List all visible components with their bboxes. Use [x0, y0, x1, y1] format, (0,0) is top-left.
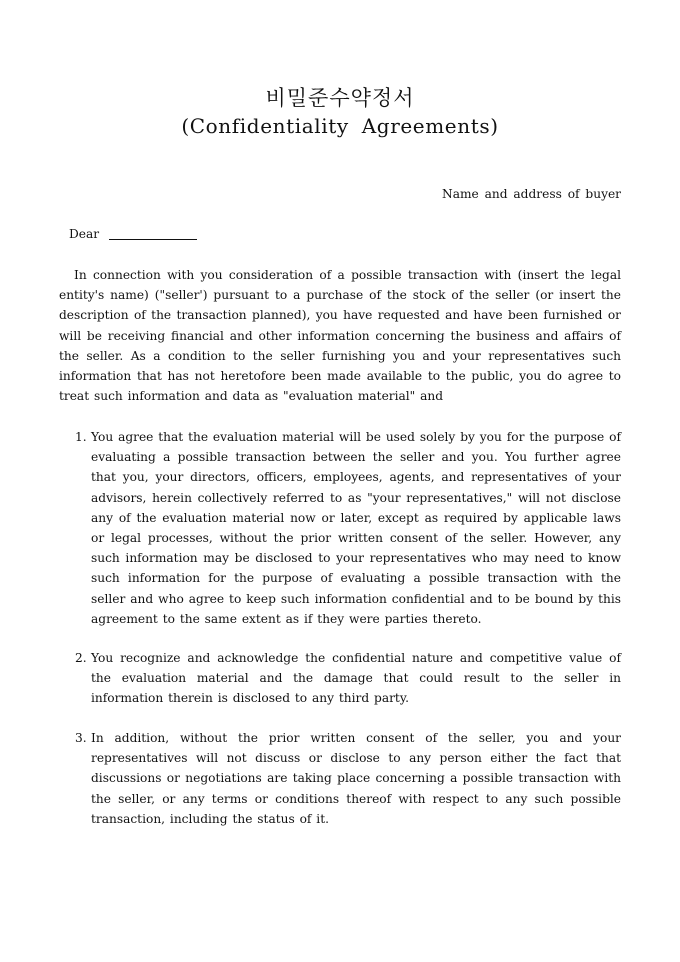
clause-item — [75, 728, 621, 829]
clause-item — [75, 648, 621, 709]
clause-number: 2. — [75, 651, 87, 665]
clause-number: 3. — [75, 731, 87, 745]
intro-paragraph: In connection with you consideration of a possible transaction with (insert the legal entity's name) ("seller') pursuant to a purchase of the stock of the seller (or insert the description of the transaction planned), you have requested and have been furnished or will be receiving financial and other information concerning the business and affairs of the seller. As a condition to the seller furnishing you and your representatives such information that has not heretofore been made available to the public, you do agree to treat such information and data as "evaluation material" and — [59, 268, 621, 404]
buyer-name-address-label: Name and address of buyer — [442, 187, 621, 201]
clause-item — [75, 427, 621, 629]
recipient-blank-line — [109, 227, 197, 240]
salutation-text: Dear — [69, 227, 100, 241]
clause-text: You recognize and acknowledge the confidential nature and competitive value of the evaluation material and the damage that could result to the seller in information therein is disclosed to any third party. — [91, 651, 621, 706]
clause-text: In addition, without the prior written consent of the seller, you and your representatives will not discuss or disclose to any person either the fact that discussions or negotiations are taking place concerning a possible transaction with the seller, or any terms or conditions thereof with respect to any such possible transaction, including the status of it. — [91, 731, 621, 826]
clause-text: You agree that the evaluation material will be used solely by you for the purpose of evaluating a possible transaction between the seller and you. You further agree that you, your directors, officers, employees, agents, and representatives of your advisors, herein collectively referred to as "your representatives," will not disclose any of the evaluation material now or later, except as required by applicable laws or legal processes, without the prior written consent of the seller. However, any such information may be disclosed to your representatives who may need to know such information for the purpose of evaluating a possible transaction with the seller and who agree to keep such information confidential and to be bound by this agreement to the same extent as if they were parties thereto. — [91, 430, 621, 626]
title-english: (Confidentiality Agreements) — [181, 114, 499, 138]
clause-number: 1. — [75, 430, 87, 444]
title-korean: 비밀준수약정서 — [265, 86, 415, 110]
salutation — [69, 227, 197, 241]
